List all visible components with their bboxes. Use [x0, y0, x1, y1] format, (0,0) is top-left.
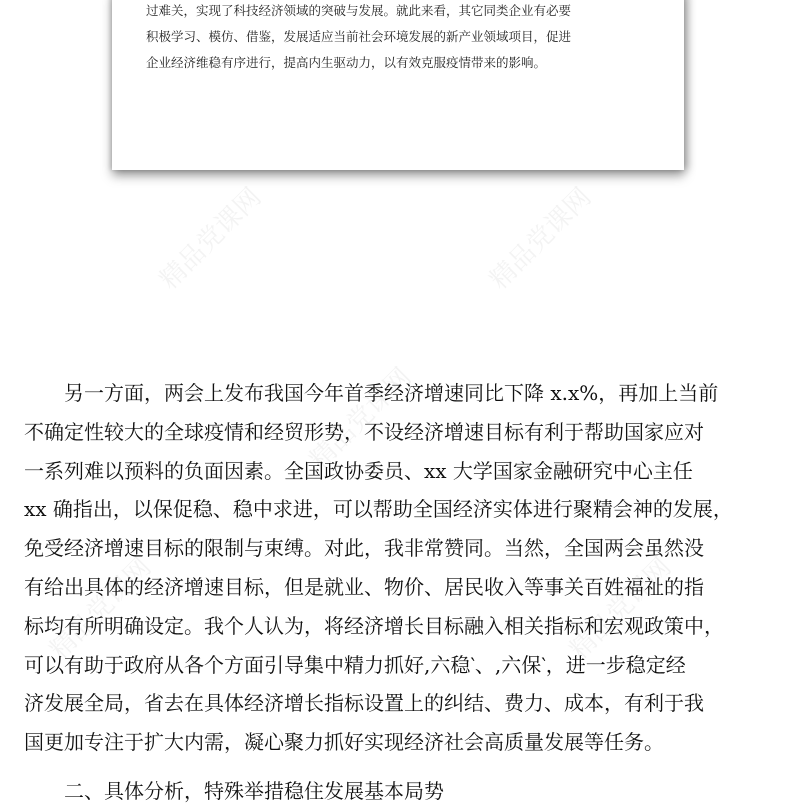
- preview-paragraph: [146, 0, 666, 76]
- paragraph-line: 可以有助于政府从各个方面引导集中精力抓好,六稳‵、,六保‵，进一步稳定经: [24, 652, 686, 677]
- paragraph-line: 一系列难以预料的负面因素。全国政协委员、xx 大学国家金融研究中心主任: [24, 458, 693, 483]
- preview-line: 积极学习、模仿、借鉴，发展适应当前社会环境发展的新产业领域项目，促进: [146, 29, 572, 44]
- main-paragraph: [24, 374, 784, 762]
- paragraph-line: 济发展全局，省去在具体经济增长指标设置上的纠结、费力、成本，有利于我: [24, 691, 704, 716]
- watermark: 精品党课网: [564, 552, 678, 666]
- watermark: 精品党课网: [304, 362, 418, 476]
- watermark: 精品党课网: [154, 182, 268, 296]
- paragraph-line: 有给出具体的经济增速目标，但是就业、物价、居民收入等事关百姓福祉的指: [24, 574, 704, 599]
- watermark: 精品党课网: [484, 182, 598, 296]
- paragraph-line: 另一方面，两会上发布我国今年首季经济增速同比下降 x.x%，再加上当前: [64, 381, 719, 405]
- paragraph-line: xx 确指出，以保促稳、稳中求进，可以帮助全国经济实体进行聚精会神的发展，: [24, 497, 733, 522]
- paragraph-line: 国更加专注于扩大内需，凝心聚力抓好实现经济社会高质量发展等任务。: [24, 730, 664, 755]
- preview-line: 企业经济维稳有序进行，提高内生驱动力，以有效克服疫情带来的影响。: [146, 55, 547, 70]
- paragraph-line: 免受经济增速目标的限制与束缚。对此，我非常赞同。当然，全国两会虽然没: [24, 536, 704, 561]
- paragraph-line: 标均有所明确设定。我个人认为，将经济增长目标融入相关指标和宏观政策中，: [24, 613, 724, 638]
- preview-line: 过难关，实现了科技经济领域的突破与发展。就此来看，其它同类企业有必要: [146, 3, 572, 18]
- paragraph-line: 不确定性较大的全球疫情和经贸形势，不设经济增速目标有利于帮助国家应对: [24, 419, 704, 444]
- section-heading: 二、具体分析，特殊举措稳住发展基本局势: [64, 779, 444, 803]
- watermark: 精品党课网: [44, 552, 158, 666]
- document-page-preview: [112, 0, 684, 170]
